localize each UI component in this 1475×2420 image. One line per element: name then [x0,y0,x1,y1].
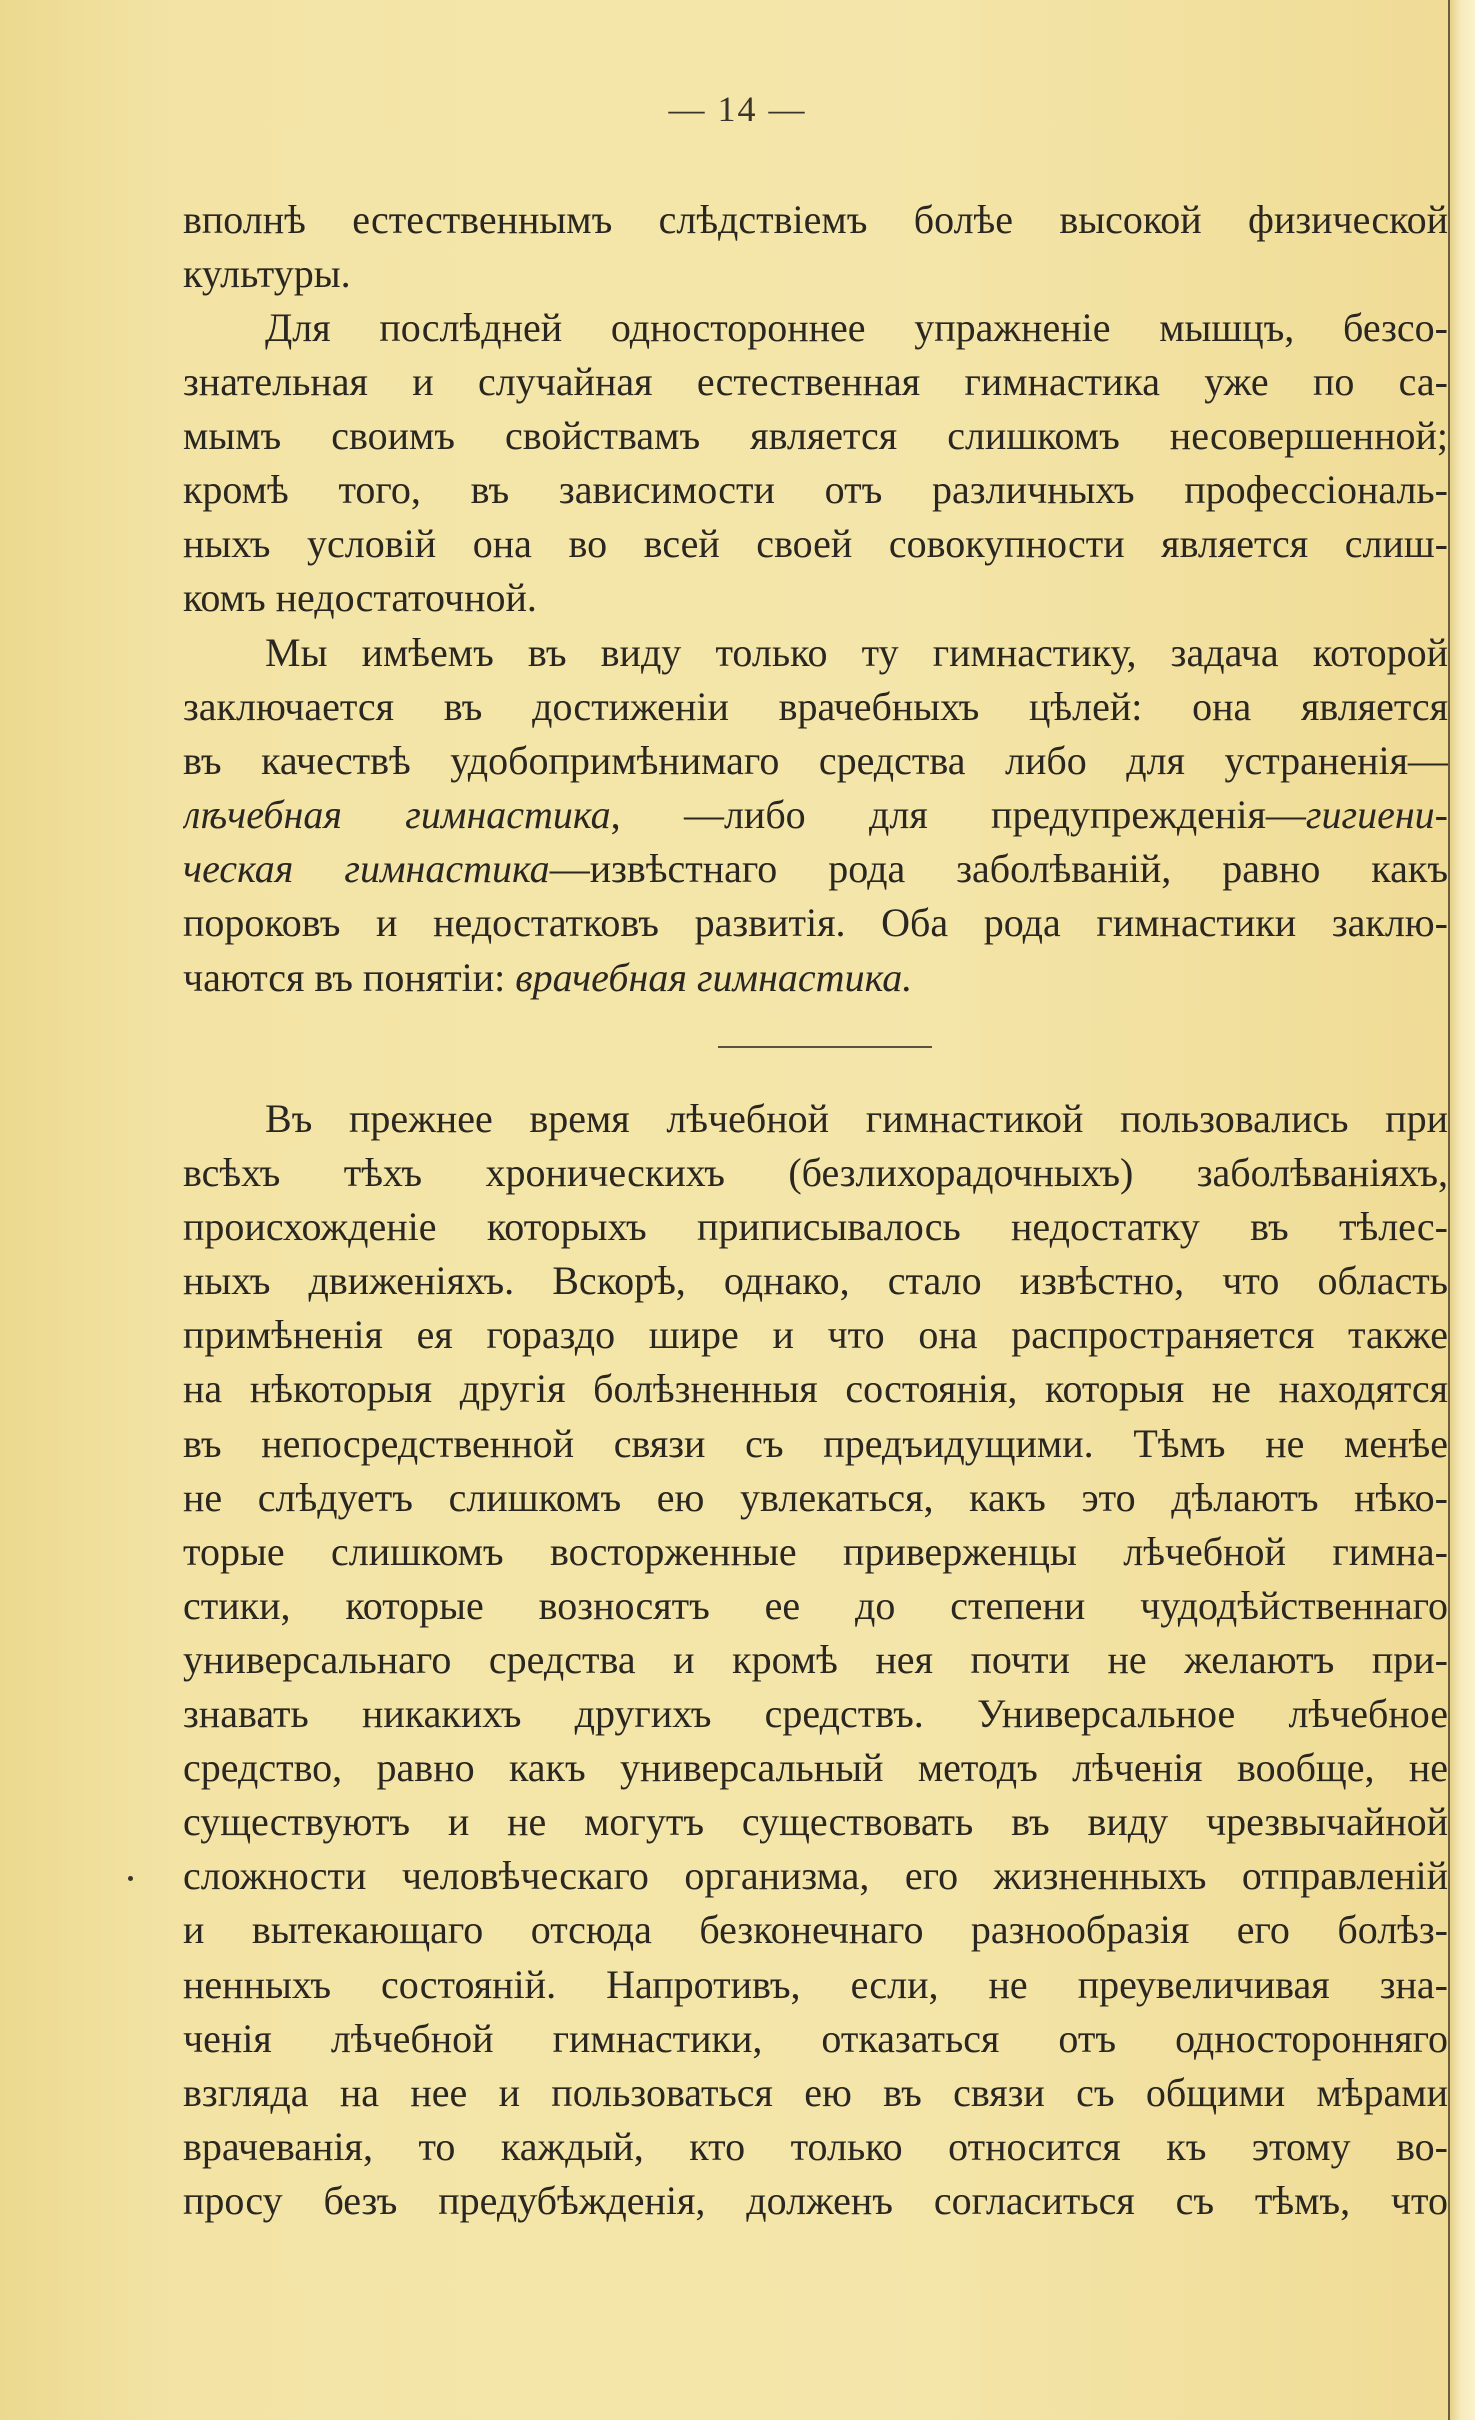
text-line: сложности человѣческаго организма, его жизненныхъ отправленій [183,1853,1448,1899]
text-line: въ непосредственной связи съ предъидущими. Тѣмъ не менѣе [183,1420,1448,1466]
text-line [183,842,1448,896]
term-hygienic-gymnastics: гигиени- [1305,792,1448,838]
text-line: средство, равно какъ универсальный методъ лѣченія вообще, не [183,1745,1448,1791]
text-line: универсальнаго средства и кромѣ нея почти не желаютъ при- [183,1636,1448,1682]
text-line: стики, которые возносятъ ее до степени чудодѣйственнаго [183,1582,1448,1628]
paragraph-continuation [183,193,1448,301]
text-line [183,788,1448,842]
margin-mark [128,1876,133,1881]
text-fragment: —извѣстнаго рода заболѣваній, равно какъ [549,846,1448,892]
text-line: ченія лѣчебной гимнастики, отказаться отъ односторонняго [183,2015,1448,2061]
text-line: на нѣкоторыя другія болѣзненныя состоянія, которыя не находятся [183,1366,1448,1412]
text-line: и вытекающаго отсюда безконечнаго разнообразія его болѣз- [183,1907,1448,1953]
text-line: кромѣ того, въ зависимости отъ различныхъ профессіональ- [183,467,1448,513]
text-fragment: чаются въ понятіи: [183,954,516,1000]
text-line: ныхъ условій она во всей своей совокупности является слиш- [183,521,1448,567]
paragraph-history [183,1092,1448,2228]
term-medical-gymnastics: врачебная гимнастика. [515,954,913,1000]
paragraph-natural-gymnastics [183,301,1448,626]
text-line: существуютъ и не могутъ существовать въ виду чрезвычайной [183,1799,1448,1845]
text-line: торые слишкомъ восторженные приверженцы лѣчебной гимна- [183,1528,1448,1574]
text-line: комъ недостаточной. [183,575,537,621]
term-hygienic-gymnastics-cont: ческая гимнастика [183,846,550,892]
text-line: Мы имѣемъ въ виду только ту гимнастику, задача которой [265,630,1448,675]
text-line: пороковъ и недостатковъ развитія. Оба рода гимнастики заклю- [183,900,1448,946]
text-line: Для послѣдней одностороннее упражненіе мышцъ, безсо- [265,305,1448,350]
text-line: ныхъ движеніяхъ. Вскорѣ, однако, стало извѣстно, что область [183,1258,1448,1304]
text-line: Въ прежнее время лѣчебной гимнастикой пользовались при [265,1096,1448,1141]
section-divider [718,1046,932,1048]
paragraph-medical-gymnastics [183,626,1448,1005]
text-line: ненныхъ состояній. Напротивъ, если, не преувеличивая зна- [183,1961,1448,2007]
text-line: происхожденіе которыхъ приписывалось недостатку въ тѣлес- [183,1204,1448,1250]
text-line: не слѣдуетъ слишкомъ ею увлекаться, какъ это дѣлаютъ нѣко- [183,1474,1448,1520]
text-line: знавать никакихъ другихъ средствъ. Универсальное лѣчебное [183,1691,1448,1737]
text-line: примѣненія ея гораздо шире и что она распространяется также [183,1312,1448,1358]
text-line: вполнѣ естественнымъ слѣдствіемъ болѣе высокой физической [183,197,1448,242]
page-number: — 14 — [668,89,807,129]
text-line: въ качествѣ удобопримѣнимаго средства либо для устраненія— [183,738,1448,784]
term-therapeutic-gymnastics: лѣчебная гимнастика [183,792,611,838]
text-line: врачеванія, то каждый, кто только относится къ этому во- [183,2123,1448,2169]
text-line: культуры. [183,251,351,297]
text-line: знательная и случайная естественная гимнастика уже по са- [183,359,1448,405]
text-fragment: , —либо для предупрежденія— [610,792,1306,838]
text-line: просу безъ предубѣжденія, долженъ согласиться съ тѣмъ, что [183,2177,1448,2223]
page-edge [1448,0,1475,2420]
text-line: всѣхъ тѣхъ хроническихъ (безлихорадочныхъ) заболѣваніяхъ, [183,1150,1448,1196]
text-line: взгляда на нее и пользоваться ею въ связи съ общими мѣрами [183,2069,1448,2115]
text-line [183,951,1448,1005]
text-line: мымъ своимъ свойствамъ является слишкомъ несовершенной; [183,413,1448,459]
text-line: заключается въ достиженіи врачебныхъ цѣлей: она является [183,684,1448,730]
